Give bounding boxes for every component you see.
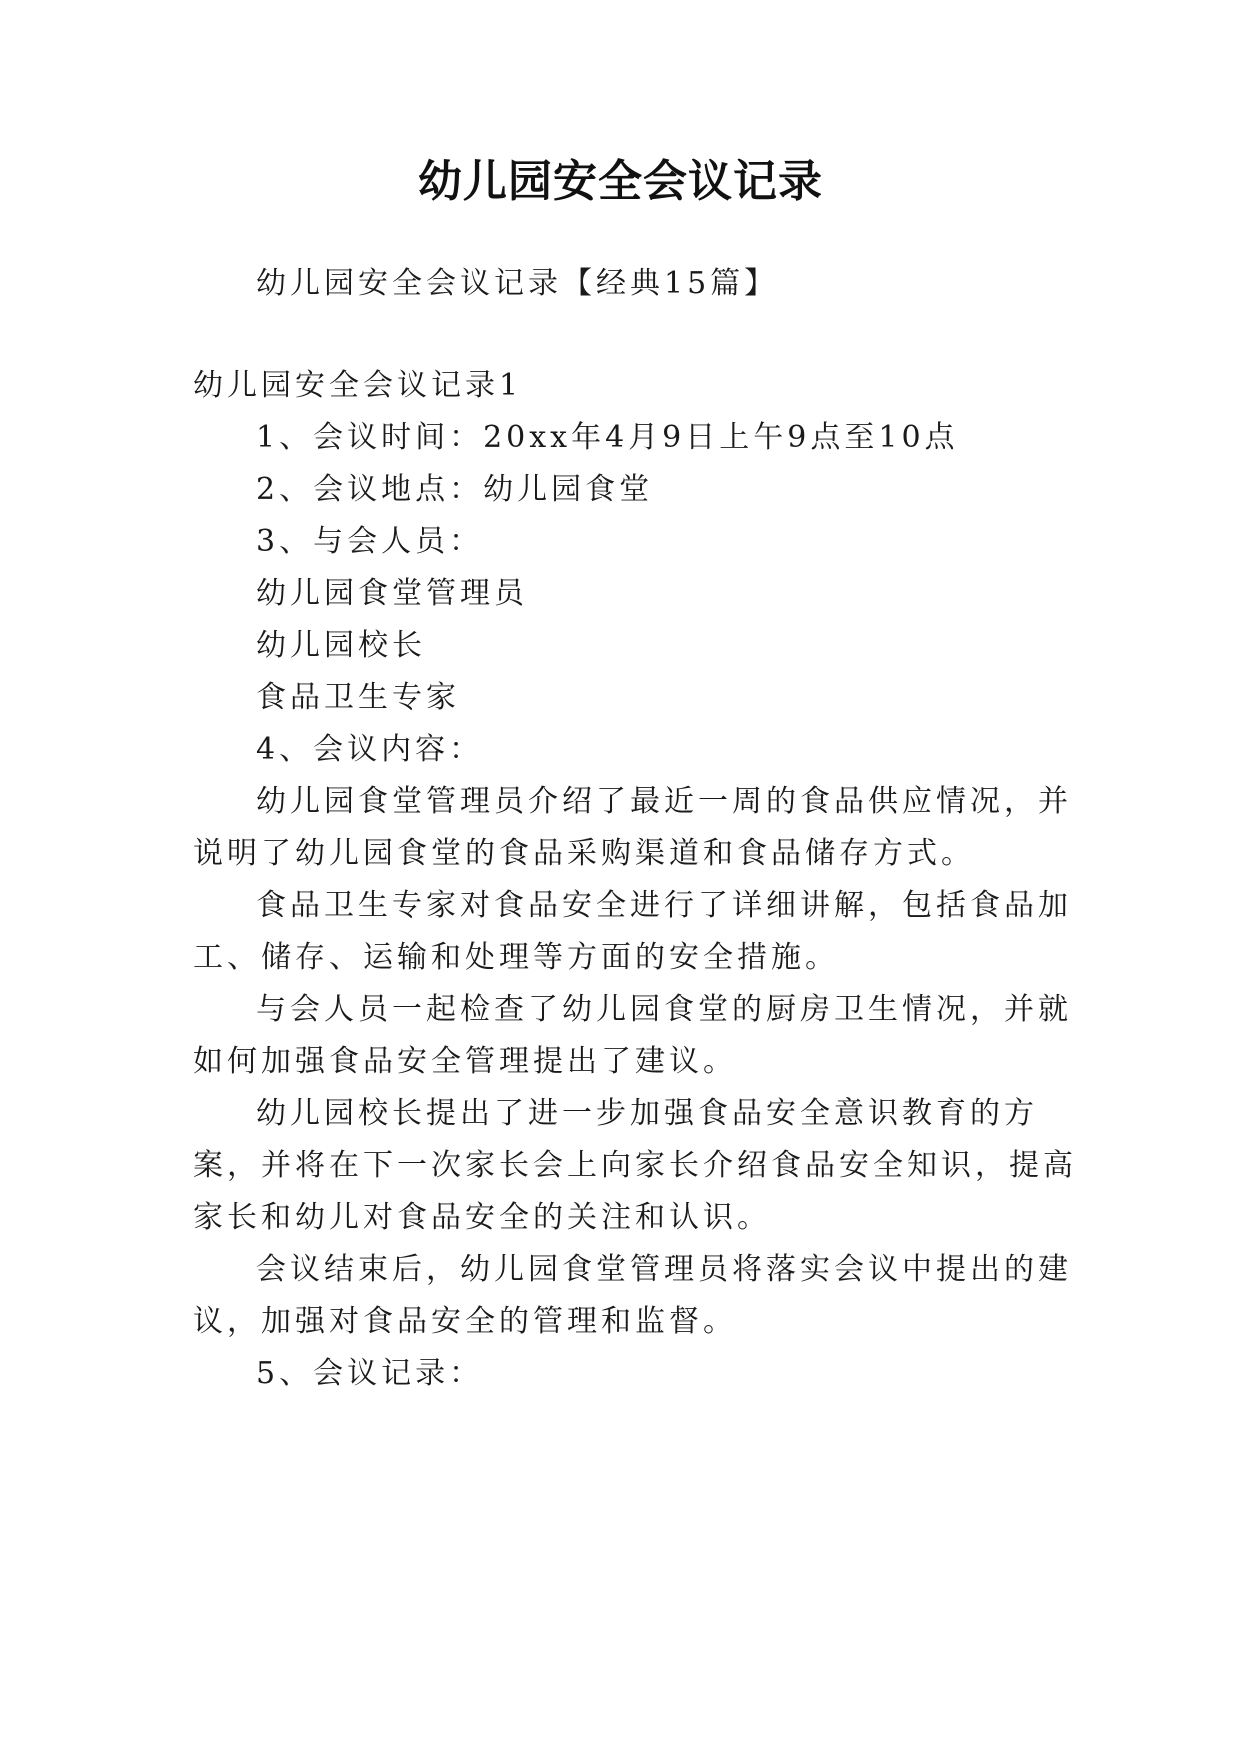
section-heading: 幼儿园安全会议记录1 (193, 368, 523, 403)
document-subtitle: 幼儿园安全会议记录【经典15篇】 (256, 266, 779, 301)
paragraph-line: 会议结束后，幼儿园食堂管理员将落实会议中提出的建 (256, 1252, 1072, 1287)
paragraph-line: 与会人员一起检查了幼儿园食堂的厨房卫生情况，并就 (256, 992, 1072, 1027)
paragraph-line: 说明了幼儿园食堂的食品采购渠道和食品储存方式。 (193, 836, 975, 871)
attendees-label: 3、与会人员： (256, 524, 484, 559)
records-label: 5、会议记录： (256, 1356, 484, 1391)
paragraph-line: 家长和幼儿对食品安全的关注和认识。 (193, 1200, 771, 1235)
paragraph-line: 食品卫生专家对食品安全进行了详细讲解，包括食品加 (256, 888, 1072, 923)
paragraph-line: 工、储存、运输和处理等方面的安全措施。 (193, 940, 839, 975)
paragraph-line: 案，并将在下一次家长会上向家长介绍食品安全知识，提高 (193, 1148, 1077, 1183)
paragraph-line: 议，加强对食品安全的管理和监督。 (193, 1304, 737, 1339)
content-label: 4、会议内容： (256, 732, 484, 767)
document-title: 幼儿园安全会议记录 (418, 156, 823, 207)
attendee-item: 幼儿园食堂管理员 (256, 576, 528, 611)
paragraph-line: 幼儿园校长提出了进一步加强食品安全意识教育的方 (256, 1096, 1038, 1131)
attendee-item: 幼儿园校长 (256, 628, 426, 663)
meeting-place: 2、会议地点：幼儿园食堂 (256, 472, 654, 507)
attendee-item: 食品卫生专家 (256, 680, 460, 715)
paragraph-line: 幼儿园食堂管理员介绍了最近一周的食品供应情况，并 (256, 784, 1072, 819)
meeting-time: 1、会议时间：20xx年4月9日上午9点至10点 (256, 420, 959, 455)
paragraph-line: 如何加强食品安全管理提出了建议。 (193, 1044, 737, 1079)
